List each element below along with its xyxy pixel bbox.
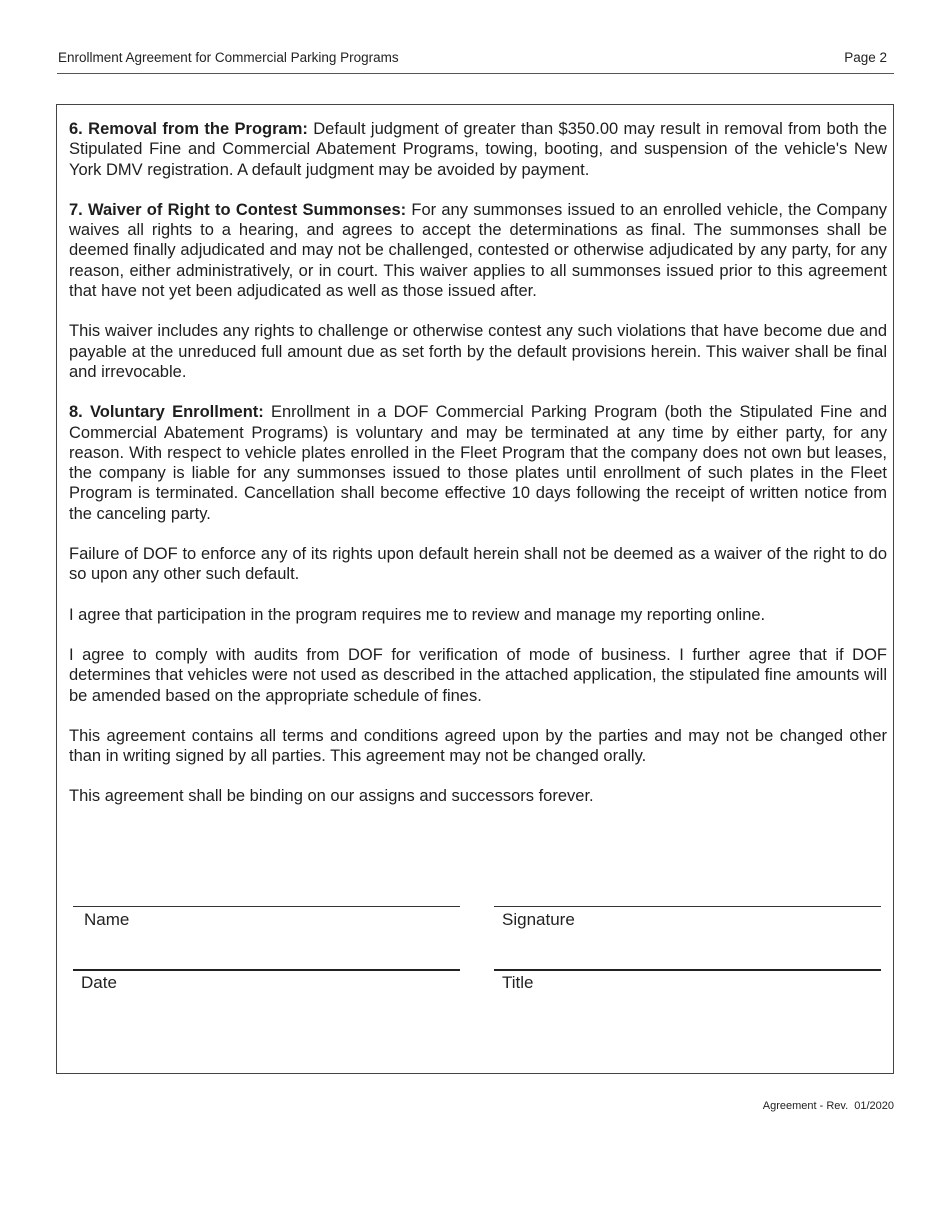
signature-line[interactable] xyxy=(494,906,881,907)
name-line[interactable] xyxy=(73,906,460,907)
title-line[interactable] xyxy=(494,969,881,971)
section-7-heading: 7. Waiver of Right to Contest Summonses: xyxy=(69,200,407,219)
date-label: Date xyxy=(81,973,117,992)
date-line[interactable] xyxy=(73,969,460,971)
revision-footer: Agreement - Rev. 01/2020 xyxy=(762,1100,894,1112)
signature-label: Signature xyxy=(502,910,575,929)
title-label: Title xyxy=(502,973,534,992)
online-paragraph: I agree that participation in the program requires me to review and manage my reporting online. xyxy=(69,605,766,624)
failure-paragraph: Failure of DOF to enforce any of its rights upon default herein shall not be deemed as a waiver of the right to do so upon any other such default. xyxy=(69,545,887,584)
section-7-text: For any summonses issued to an enrolled vehicle, the Company waives all rights to a hearing, and agrees to accept the determinations as final. The summonses shall be deemed finally adjudicated and may not be challenged, contested or otherwise adjudicated by any party, for any reason, either administratively, or in court. This waiver applies to all summonses issued prior to this agreement that have not yet been adjudicated as well as those issued after. xyxy=(69,200,887,301)
audit-paragraph: I agree to comply with audits from DOF for verification of mode of business. I further agree that if DOF determines that vehicles were not used as described in the attached application, the stipulated fine amounts will be amended based on the appropriate schedule of fines. xyxy=(69,645,887,705)
terms-paragraph: This agreement contains all terms and conditions agreed upon by the parties and may not be changed other than in writing signed by all parties. This agreement may not be changed orally. xyxy=(69,726,887,766)
agreement-box xyxy=(56,104,894,1074)
section-6-text: Default judgment of greater than $350.00 may result in removal from both the Stipulated Fine and Commercial Abatement Programs, towing, booting, and suspension of the vehicle's New York DMV registration. A default judgment may be avoided by payment. xyxy=(69,120,887,179)
section-8-heading: 8. Voluntary Enrollment: xyxy=(69,403,264,422)
page-header xyxy=(57,49,894,74)
agreement-text xyxy=(69,119,887,827)
document-title: Enrollment Agreement for Commercial Parking Programs xyxy=(58,50,399,65)
section-8-paragraph xyxy=(69,402,887,524)
waiver-paragraph: This waiver includes any rights to challenge or otherwise contest any such violations that have become due and payable at the unreduced full amount due as set forth by the default provisions herein. This waiver shall be final and irrevocable. xyxy=(69,322,887,381)
page-number: Page 2 xyxy=(844,50,887,65)
section-6-paragraph xyxy=(69,119,887,180)
section-8-text: Enrollment in a DOF Commercial Parking Program (both the Stipulated Fine and Commercial Abatement Programs) is voluntary and may be terminated at any time by either party, for any reason. With respect to vehicle plates enrolled in the Fleet Program that the company does not own but leases, the company is liable for any summonses issued to those plates until enrollment of such plates in the Fleet Program is terminated. Cancellation shall become effective 10 days following the receipt of written notice from the canceling party. xyxy=(69,403,888,523)
section-6-heading: 6. Removal from the Program: xyxy=(69,120,308,138)
binding-paragraph: This agreement shall be binding on our assigns and successors forever. xyxy=(69,787,594,806)
section-7-paragraph xyxy=(69,200,887,301)
name-label: Name xyxy=(84,910,130,929)
